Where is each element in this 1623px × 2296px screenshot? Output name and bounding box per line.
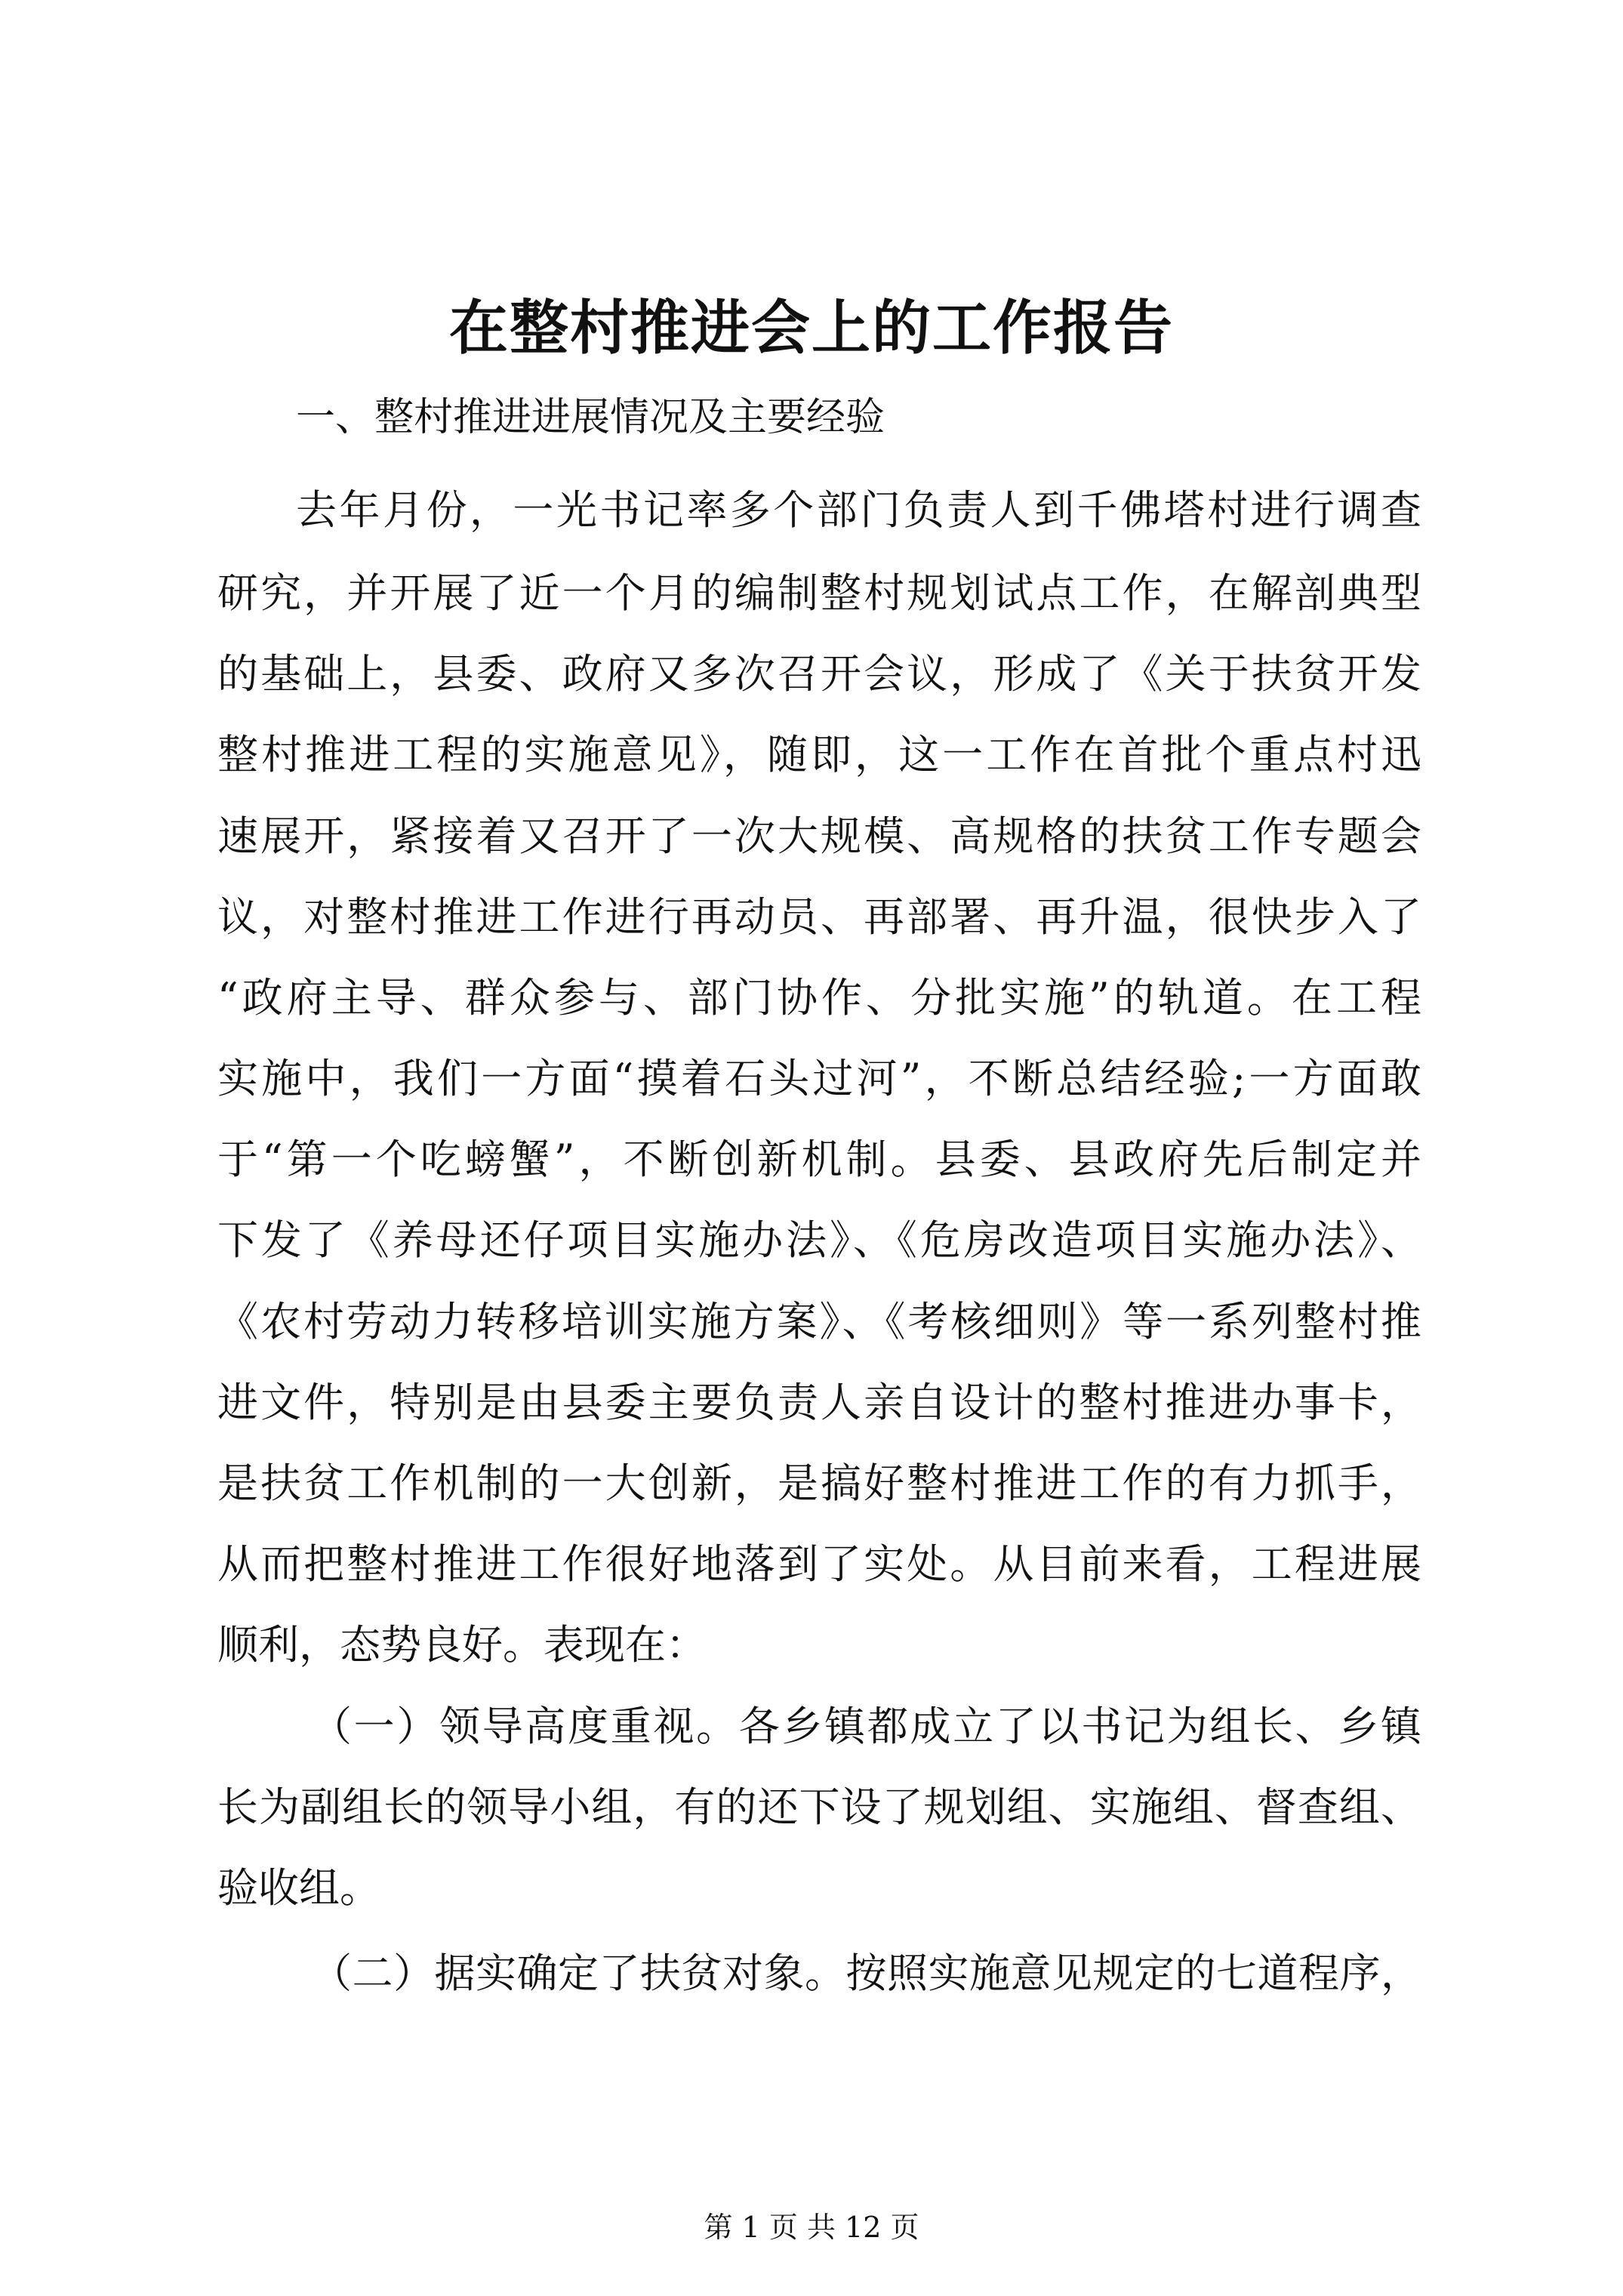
paragraph-line: 从而把整村推进工作很好地落到了实处。从目前来看，工程进展 (217, 1540, 1421, 1588)
paragraph-line: 研究，并开展了近一个月的编制整村规划试点工作，在解剖典型 (217, 569, 1421, 617)
paragraph-line: 的基础上，县委、政府又多次召开会议，形成了《关于扶贫开发 (217, 650, 1421, 698)
paragraph-line: 议，对整村推进工作进行再动员、再部署、再升温，很快步入了 (217, 893, 1421, 941)
paragraph-line: 进文件，特别是由县委主要负责人亲自设计的整村推进办事卡， (217, 1379, 1421, 1426)
paragraph-line: 是扶贫工作机制的一大创新，是搞好整村推进工作的有力抓手， (217, 1459, 1421, 1507)
paragraph-line: 实施中，我们一方面“摸着石头过河”，不断总结经验;一方面敢 (217, 1055, 1421, 1102)
paragraph-line: 去年月份，一光书记率多个部门负责人到千佛塔村进行调查 (296, 486, 1421, 534)
paragraph-line: 《农村劳动力转移培训实施方案》、《考核细则》等一系列整村推 (217, 1298, 1421, 1345)
paragraph-line: “政府主导、群众参与、部门协作、分批实施”的轨道。在工程 (217, 974, 1421, 1022)
paragraph-line: 验收组。 (217, 1864, 380, 1912)
paragraph-line: 长为副组长的领导小组，有的还下设了规划组、实施组、督查组、 (217, 1783, 1421, 1831)
paragraph-line: 顺利，态势良好。表现在： (217, 1621, 707, 1669)
page-footer: 第 1 页 共 12 页 (704, 2211, 919, 2244)
paragraph-line: （一）领导高度重视。各乡镇都成立了以书记为组长、乡镇 (311, 1703, 1421, 1750)
document-title: 在整村推进会上的工作报告 (448, 294, 1174, 362)
paragraph-line: 下发了《养母还仔项目实施办法》、《危房改造项目实施办法》、 (217, 1216, 1421, 1264)
section-heading: 一、整村推进进展情况及主要经验 (296, 395, 885, 440)
paragraph-line: 整村推进工程的实施意见》，随即，这一工作在首批个重点村迅 (217, 731, 1421, 778)
paragraph-line: 于“第一个吃螃蟹”，不断创新机制。县委、县政府先后制定并 (217, 1136, 1421, 1183)
paragraph-line: 速展开，紧接着又召开了一次大规模、高规格的扶贫工作专题会 (217, 812, 1421, 860)
paragraph-line: （二）据实确定了扶贫对象。按照实施意见规定的七道程序， (311, 1949, 1421, 1997)
